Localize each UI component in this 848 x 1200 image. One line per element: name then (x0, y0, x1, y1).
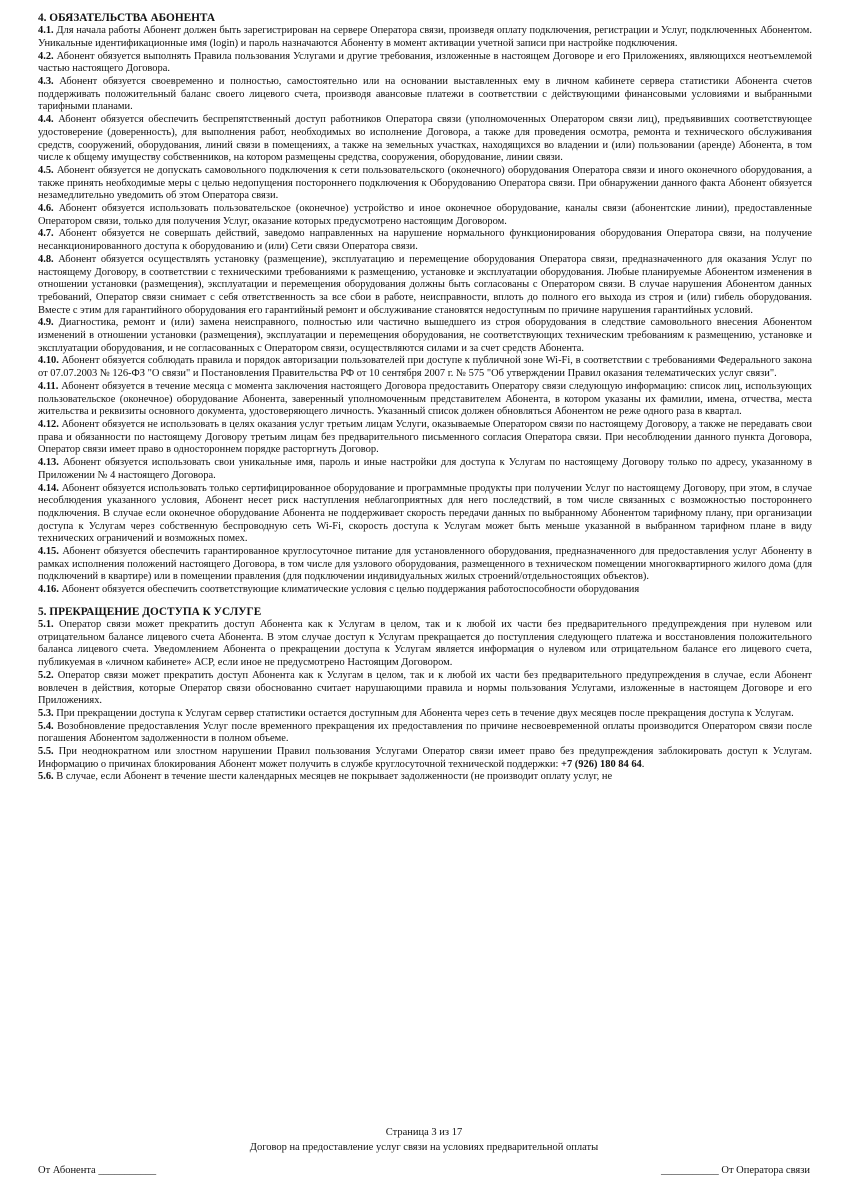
clause (38, 317, 812, 355)
clause (38, 114, 812, 165)
clause (38, 746, 812, 771)
clause-number: 4.10. (38, 355, 59, 367)
clause-number: 4.1. (38, 25, 54, 37)
signature-subscriber: От Абонента ___________ (38, 1165, 157, 1176)
clause-text: Оператор связи может прекратить доступ Абонента как к Услугам в целом, так и к любой их части без предварительного предупреждения в случае, если Абонент вовлечен в действия, которые Оператор связи обоснованно считает нарушающими правила и нормы пользования Услугами, изложенные в настоящем Договоре и его Приложениях. (38, 669, 812, 707)
clause (38, 619, 812, 670)
clause-text: Абонент обязуется соблюдать правила и порядок авторизации пользователей при доступе к публичной зоне Wi-Fi, в соответствии с требованиями Федерального закона от 07.07.2003 № 126-ФЗ "О связи" и Постановления Правительства РФ от 10 сентября 2007 г. № 575 "Об утверждении Правил оказания телематических услуг связи". (38, 355, 812, 380)
clause (38, 51, 812, 76)
document-page (38, 12, 812, 784)
clause-number: 4.9. (38, 317, 54, 329)
clause (38, 584, 812, 597)
clause-number: 4.14. (38, 482, 59, 494)
section-5-clauses (38, 619, 812, 784)
clause (38, 670, 812, 708)
clause-text: Абонент обязуется осуществлять установку (размещение), эксплуатацию и перемещение оборудования Оператора связи, предназначенного для оказания Услуг по настоящему Договору, в соответствии с техническими требованиями к размещению, установке и эксплуатации оборудования. Любые планируемые Абонентом изменения в отношении установки (размещения), эксплуатации и перемещения оборудования должны быть согласованы с Оператором связи. В случае нарушения Абонентом данных требований, Оператор связи снимает с себя ответственность за все сбои в работе, неисправности, вплоть до полного его выхода из строя и (или) гибель оборудования. Вместе с этим для гарантийного оборудования его гарантийный ремонт и обслуживание становятся недоступным по причине нарушения гарантийных условий. (38, 253, 813, 316)
clause-text: При прекращении доступа к Услугам сервер статистики остается доступным для Абонента через сеть в течение двух месяцев после прекращения доступа к Услугам. (56, 707, 794, 719)
support-phone: +7 (926) 180 84 64 (561, 758, 642, 770)
clause-number: 5.5. (38, 746, 54, 758)
signature-operator: ___________ От Оператора связи (661, 1165, 810, 1176)
clause-text: Возобновление предоставления Услуг после временного прекращения их предоставления по причине несвоевременной оплаты производится Оператором связи после погашения Абонентом задолженности в полном объеме. (38, 720, 813, 745)
clause-text: Абонент обязуется обеспечить гарантированное круглосуточное питание для установленного оборудования, предназначенного для предоставления услуг Абоненту в рамках исполнения положений настоящего Договора, в том числе для узлового оборудования, размещенного в техническом помещении многоквартирного жилого дома (для подключений в квартире) или в помещении правления (для подключении индивидуальных жилых строений/отдельностоящих объектов). (38, 546, 812, 583)
clause-number: 4.13. (38, 457, 59, 469)
clause-text: Абонент обязуется обеспечить соответствующие климатические условия с целью поддержания работоспособности оборудования (61, 584, 640, 596)
section-5-title: 5. ПРЕКРАЩЕНИЕ ДОСТУПА К УСЛУГЕ (38, 605, 262, 618)
clause (38, 203, 812, 228)
clause-number: 4.8. (38, 253, 54, 265)
clause-text: В случае, если Абонент в течение шести календарных месяцев не покрывает задолженности (не производит оплату услуг, не (56, 771, 613, 783)
clause-number: 4.12. (38, 419, 59, 430)
clause-text-end: . (641, 758, 645, 770)
clause-text: Абонент обязуется использовать свои уникальные имя, пароль и иные настройки для доступа к Услугам по настоящему Договору только по адресу, указанному в Приложении № 4 настоящего Договора. (38, 457, 812, 481)
page-number: Страница 3 из 17 (385, 1127, 463, 1138)
clause-number: 5.3. (38, 707, 54, 719)
clause-number: 4.15. (38, 546, 59, 558)
clause (38, 381, 812, 419)
clause (38, 254, 812, 318)
section-4-clauses (38, 25, 812, 597)
clause-number: 4.6. (38, 203, 54, 215)
clause-text: Абонент обязуется использовать только сертифицированное оборудование и программные продукты при получении Услуг по настоящему Договору, при этом, в случае несоблюдения указанного условия, Абонент несет риск наступления неблагоприятных для него последствий, в том числе связанных с возможностью постороннего подключения. В случае если оконечное оборудование Абонента не поддерживает скорость передачи данных по выбранному Абонентом тарифному плану, при организации доступа к Услугам через собственную беспроводную сеть Wi-Fi, скорость доступа к Услугам может быть меньше указанной в выбранном тарифном плане в виду технических ограничений и возможных помех. (38, 482, 812, 545)
clause-number: 4.7. (38, 228, 54, 240)
clause-number: 4.2. (38, 50, 54, 62)
clause-text: Абонент обязуется обеспечить беспрепятственный доступ работников Оператора связи (уполномоченных Оператором связи лиц), предъявивших соответствующее удостоверение (доверенность), для выполнения работ, необходимых во исполнение Договора, а также для проведения осмотра, ремонта и технического обслуживания средств, сооружений, оборудования, линий связи в помещениях, а также на земельных участках, находящихся во владении и (или) пользовании (аренде) Абонента, в том числе к общему имуществу собственников, на котором размещены средства, сооружения, оборудование, линии связи. (38, 114, 812, 164)
clause (38, 25, 812, 50)
clause-text: Абонент обязуется своевременно и полностью, самостоятельно или на основании выставленных ему в личном кабинете сервера статистики Абонента счетов поддерживать положительный баланс своего лицевого счета, производя авансовые платежи в соответствии с действующими финансовыми условиями и выбранными тарифными планами. (38, 76, 812, 113)
clause (38, 355, 812, 380)
clause-text: Абонент обязуется не допускать самовольного подключения к сети пользовательского (оконечного) оборудования Оператора связи и иного оконечного оборудования, а также принять необходимые меры с целью недопущения постороннего подключения к Оборудованию Оператора связи. При обнаружении данного факта Абонент обязуется незамедлительно уведомить об этом Оператора связи. (38, 164, 813, 202)
clause-number: 5.1. (38, 619, 54, 631)
clause (38, 708, 812, 721)
clause-number: 5.6. (38, 771, 54, 783)
clause-text: При неоднократном или злостном нарушении Правил пользования Услугами Оператор связи имеет право без предупреждения заблокировать доступ к Услугам. Информацию о причинах блокирования Абонент может получить в службе круглосуточной технической поддержки: (38, 746, 813, 770)
section-4-title: 4. ОБЯЗАТЕЛЬСТВА АБОНЕНТА (38, 12, 216, 24)
clause-text: Абонент обязуется не использовать в целях оказания услуг третьим лицам Услуги, оказываемые Оператором связи по настоящему Договору, а также не передавать свои права и обязанности по настоящему Договору третьим лицам без предварительного письменного согласия Оператора связи. При несоблюдении данного пункта Договора, Оператор связи имеет право в одностороннем порядке расторгнуть Договор. (38, 419, 812, 456)
clause (38, 721, 812, 746)
clause (38, 483, 812, 547)
clause-number: 4.16. (38, 584, 59, 596)
clause-number: 5.4. (38, 720, 54, 732)
clause (38, 546, 812, 584)
footer-document-title: Договор на предоставление услуг связи на условиях предварительной оплаты (249, 1142, 599, 1153)
clause-text: Оператор связи может прекратить доступ Абонента как к Услугам в целом, так и к любой их части без предварительного предупреждения при нулевом или отрицательном балансе лицевого счета Абонента. В этом случае доступ к Услугам прекращается до поступления следующего платежа и восстановления положительного баланса лицевого счета. Уведомлением Абонента о прекращении доступа к Услугам является информация о нулевом или отрицательном балансе его лицевого счета, публикуемая в «личном кабинете» АСР, если иное не предусмотрено Настоящим Договором. (38, 619, 813, 669)
clause (38, 165, 812, 203)
clause (38, 76, 812, 114)
clause-text: Диагностика, ремонт и (или) замена неисправного, полностью или частично вышедшего из строя оборудования в следствие самовольного внесения Абонентом изменений в отношении установки (размещения), эксплуатации и перемещения оборудования, не соответствующих техническим требованиям к размещению, установке и эксплуатации оборудования, и не согласованных с Оператором связи, осуществляются силами и за счет средств Абонента. (38, 317, 813, 354)
clause (38, 771, 812, 784)
clause-text: Для начала работы Абонент должен быть зарегистрирован на сервере Оператора связи, произведя оплату подключения, регистрации и Услуг, подключенных Абонентом. Уникальные идентификационные имя (login) и пароль назначаются Абоненту в момент активации учетной записи при настройке подключения. (38, 25, 812, 49)
clause-text: Абонент обязуется в течение месяца с момента заключения настоящего Договора предоставить Оператору связи следующую информацию: список лиц, использующих пользовательское (оконечное) оборудование Абонента, заверенный уполномоченным представителем Абонента, в котором указаны их фамилии, имена, отчества, места жительства и реквизиты основного документа, удостоверяющего личность. Указанный список должен обновляться Абонентом не реже одного раза в квартал. (38, 380, 813, 418)
clause-text: Абонент обязуется выполнять Правила пользования Услугами и другие требования, изложенные в настоящем Договоре и его Приложениях, являющихся неотъемлемой частью настоящего Договора. (38, 50, 813, 75)
clause (38, 419, 812, 457)
clause-text: Абонент обязуется использовать пользовательское (оконечное) устройство и иное оконечное оборудование, каналы связи (абонентские линии), предоставленные Оператором связи, только для получения Услуг, оказание которых предусмотрено настоящим Договором. (38, 203, 813, 227)
clause (38, 228, 812, 253)
clause-number: 4.4. (38, 114, 54, 126)
clause-number: 5.2. (38, 669, 54, 681)
clause-number: 4.5. (38, 164, 54, 176)
clause (38, 457, 812, 482)
clause-text: Абонент обязуется не совершать действий, заведомо направленных на нарушение нормального функционирования оборудования Оператора связи, на получение несанкционированного доступа к оборудованию и (или) Сети связи Оператора связи. (38, 228, 813, 253)
clause-number: 4.3. (38, 76, 54, 88)
clause-number: 4.11. (38, 380, 59, 392)
